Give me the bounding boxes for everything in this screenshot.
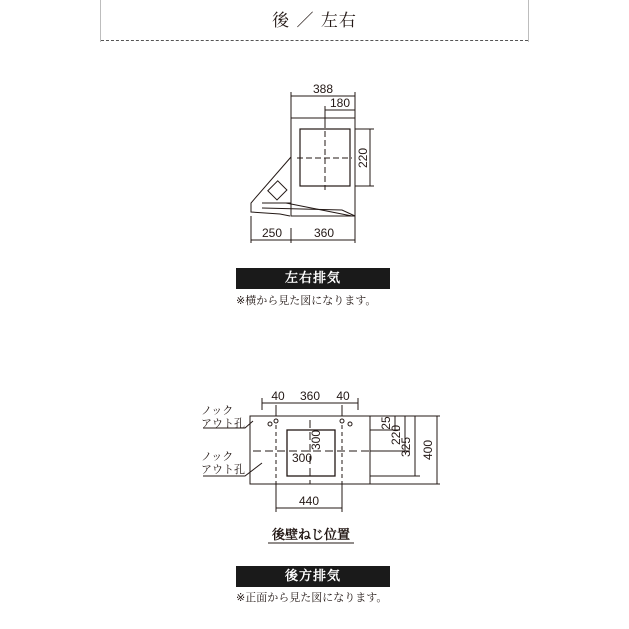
dim-400: 400	[421, 439, 435, 461]
dim-220: 220	[356, 147, 370, 169]
knockout-label-2b: アウト孔	[201, 463, 245, 476]
dim-325: 325	[399, 436, 413, 458]
knockout-label-2a: ノック	[201, 450, 234, 463]
side-view-note: ※横から見た図になります。	[236, 294, 377, 307]
dim-300-w: 300	[291, 451, 313, 465]
side-body-outline	[291, 118, 355, 216]
dim-220-rear: 220	[389, 424, 403, 446]
side-hood-slope	[251, 157, 291, 216]
dim-360-rear: 360	[299, 389, 321, 403]
side-fan-box	[268, 181, 287, 200]
dim-440: 440	[298, 494, 320, 508]
dim-40-right: 40	[336, 389, 350, 403]
side-exhaust-label: 左右排気	[236, 268, 390, 289]
dim-40-left: 40	[271, 389, 285, 403]
dim-180: 180	[329, 96, 351, 110]
knockout-label-1a: ノック	[201, 404, 234, 417]
rear-view-note: ※正面から見た図になります。	[236, 591, 388, 604]
dim-25: 25	[379, 416, 393, 430]
page-title: 後 ／ 左右	[272, 11, 357, 31]
knockout-label-1b: アウト孔	[201, 417, 245, 430]
dim-360: 360	[313, 226, 335, 240]
rear-exhaust-label: 後方排気	[236, 566, 390, 587]
rear-caption: 後壁ねじ位置	[271, 528, 351, 543]
dim-388: 388	[312, 82, 334, 96]
dim-300-h: 300	[309, 429, 323, 451]
dim-250: 250	[261, 226, 283, 240]
